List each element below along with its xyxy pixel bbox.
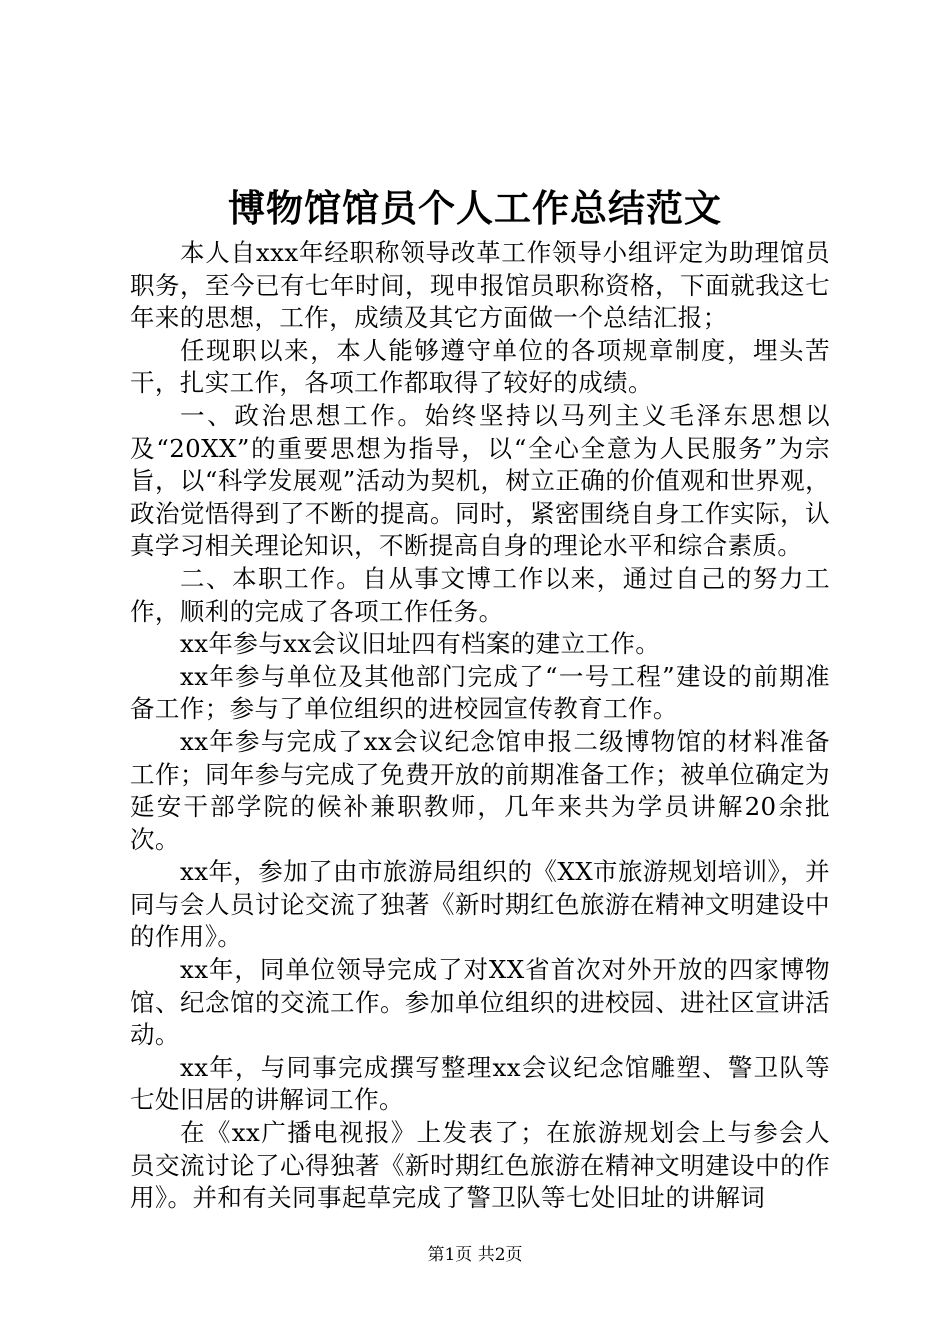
paragraph: 一、政治思想工作。始终坚持以马列主义毛泽东思想以及“20XX”的重要思想为指导，以“全心全意为人民服务”为宗旨，以“科学发展观”活动为契机，树立正确的价值观和世界观，政治觉悟得到了不断的提高。同时，紧密围绕自身工作实际，认真学习相关理论知识，不断提高自身的理论水平和综合素质。 <box>130 400 830 561</box>
document-body <box>130 237 830 1215</box>
paragraph: 任现职以来，本人能够遵守单位的各项规章制度，埋头苦干，扎实工作，各项工作都取得了较好的成绩。 <box>130 335 830 398</box>
page-number-footer: 第1页 共2页 <box>427 1245 523 1265</box>
paragraph: xx年，同单位领导完成了对XX省首次对外开放的四家博物馆、纪念馆的交流工作。参加单位组织的进校园、进社区宣讲活动。 <box>130 955 830 1050</box>
paragraph: 在《xx广播电视报》上发表了；在旅游规划会上与参会人员交流讨论了心得独著《新时期红色旅游在精神文明建设中的作用》。并和有关同事起草完成了警卫队等七处旧址的讲解词 <box>130 1118 830 1213</box>
paragraph: xx年参与完成了xx会议纪念馆申报二级博物馆的材料准备工作；同年参与完成了免费开放的前期准备工作；被单位确定为延安干部学院的候补兼职教师，几年来共为学员讲解20余批次。 <box>130 726 830 854</box>
paragraph: xx年，参加了由市旅游局组织的《XX市旅游规划培训》，并同与会人员讨论交流了独著《新时期红色旅游在精神文明建设中的作用》。 <box>130 857 830 952</box>
paragraph: xx年，与同事完成撰写整理xx会议纪念馆雕塑、警卫队等七处旧居的讲解词工作。 <box>130 1052 830 1115</box>
paragraph: xx年参与单位及其他部门完成了“一号工程”建设的前期准备工作；参与了单位组织的进校园宣传教育工作。 <box>130 661 830 724</box>
paragraph: 本人自xxx年经职称领导改革工作领导小组评定为助理馆员职务，至今已有七年时间，现申报馆员职称资格，下面就我这七年来的思想，工作，成绩及其它方面做一个总结汇报； <box>130 238 830 333</box>
paragraph: xx年参与xx会议旧址四有档案的建立工作。 <box>180 629 661 659</box>
paragraph: 二、本职工作。自从事文博工作以来，通过自己的努力工作，顺利的完成了各项工作任务。 <box>130 563 830 626</box>
document-title: 博物馆馆员个人工作总结范文 <box>228 186 722 230</box>
